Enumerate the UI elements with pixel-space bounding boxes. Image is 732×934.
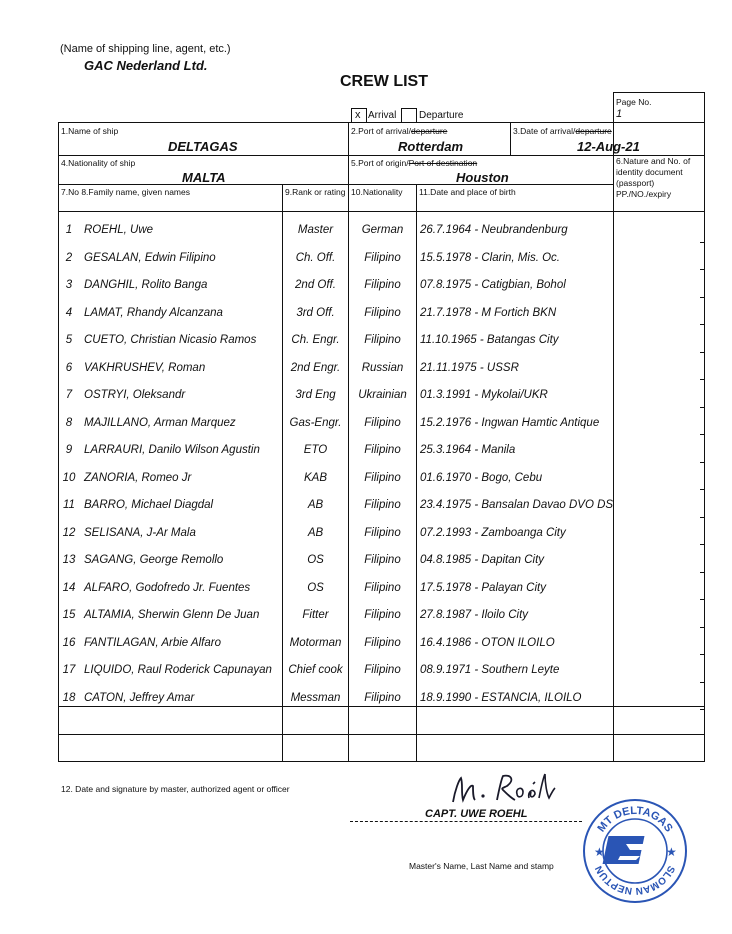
table-row xyxy=(0,383,732,411)
date-value: 12-Aug-21 xyxy=(577,139,640,154)
crew-rank: Fitter xyxy=(302,609,329,621)
origin-value: Houston xyxy=(456,170,509,185)
crew-name: VAKHRUSHEV, Roman xyxy=(84,361,206,374)
crew-name: CUETO, Christian Nicasio Ramos xyxy=(84,334,257,346)
crew-name: CATON, Jeffrey Amar xyxy=(84,691,195,704)
origin-label: 5.Port of origin/Port of destination xyxy=(351,158,478,168)
table-row xyxy=(0,548,732,576)
captain-name: CAPT. UWE ROEHL xyxy=(425,808,528,820)
crew-name: MAJILLANO, Arman Marquez xyxy=(84,416,236,429)
document-title: CREW LIST xyxy=(340,73,428,90)
company-name: GAC Nederland Ltd. xyxy=(84,58,208,73)
crew-nationality: Filipino xyxy=(364,581,401,594)
col-no-name: 7.No 8.Family name, given names xyxy=(61,187,190,197)
col-rank: 9.Rank or rating xyxy=(285,187,346,197)
table-row xyxy=(0,466,732,494)
crew-rank: 3rd Eng xyxy=(295,389,336,401)
row-number: 7 xyxy=(65,389,73,401)
crew-rank: Ch. Engr. xyxy=(291,334,340,346)
nationality-value: MALTA xyxy=(182,170,226,185)
crew-rank: Chief cook xyxy=(288,664,343,676)
crew-birth: 23.4.1975 - Bansalan Davao DVO DS xyxy=(420,499,614,511)
crew-name: ROEHL, Uwe xyxy=(84,224,154,236)
crew-nationality: Filipino xyxy=(364,416,401,429)
crew-birth: 16.4.1986 - OTON ILOILO xyxy=(420,636,555,649)
crew-birth: 21.11.1975 - USSR xyxy=(420,361,519,374)
row-number: 4 xyxy=(65,306,73,319)
crew-rank: AB xyxy=(307,499,324,511)
crew-rank: Master xyxy=(297,224,334,236)
table-row xyxy=(0,631,732,659)
crew-name: LARRAURI, Danilo Wilson Agustin xyxy=(84,444,260,456)
ship-name-label: 1.Name of ship xyxy=(61,126,119,136)
crew-nationality: Filipino xyxy=(364,279,401,291)
crew-birth: 17.5.1978 - Palayan City xyxy=(420,581,546,594)
row-number: 14 xyxy=(62,581,76,594)
row-number: 11 xyxy=(63,499,75,511)
table-row xyxy=(0,301,732,329)
signature-image xyxy=(445,770,565,810)
row-number: 17 xyxy=(62,664,76,676)
table-row xyxy=(0,218,732,246)
crew-nationality: Russian xyxy=(361,361,404,374)
crew-nationality: Filipino xyxy=(364,471,401,484)
crew-name: OSTRYI, Oleksandr xyxy=(84,389,186,401)
table-row xyxy=(0,603,732,631)
masters-name-label: Master's Name, Last Name and stamp xyxy=(409,861,554,871)
arrival-label: Arrival xyxy=(368,110,397,121)
row-number: 12 xyxy=(62,526,76,539)
col-nationality: 10.Nationality xyxy=(351,187,403,197)
row-number: 10 xyxy=(62,471,76,484)
row-number: 16 xyxy=(62,636,76,649)
crew-birth: 11.10.1965 - Batangas City xyxy=(420,334,559,346)
table-row xyxy=(0,356,732,384)
table-row xyxy=(0,493,732,521)
crew-rank: Gas-Engr. xyxy=(289,416,342,429)
crew-name: BARRO, Michael Diagdal xyxy=(84,499,214,511)
row-number: 6 xyxy=(65,361,73,374)
crew-birth: 27.8.1987 - Iloilo City xyxy=(420,609,529,621)
row-number: 2 xyxy=(65,251,73,264)
crew-name: ALTAMIA, Sherwin Glenn De Juan xyxy=(84,609,260,621)
stamp-logo-icon xyxy=(603,836,650,864)
crew-name: FANTILAGAN, Arbie Alfaro xyxy=(84,636,221,649)
table-row xyxy=(0,686,732,714)
crew-nationality: Filipino xyxy=(364,554,401,566)
row-number: 9 xyxy=(65,444,73,456)
crew-nationality: Filipino xyxy=(364,691,401,704)
crew-birth: 08.9.1971 - Southern Leyte xyxy=(420,664,560,676)
table-row xyxy=(0,328,732,356)
row-number: 8 xyxy=(65,416,73,429)
crew-rank: OS xyxy=(307,581,324,594)
crew-birth: 15.2.1976 - Ingwan Hamtic Antique xyxy=(420,416,600,429)
crew-birth: 01.3.1991 - Mykolai/UKR xyxy=(420,389,548,401)
row-number: 15 xyxy=(62,609,76,621)
crew-nationality: Filipino xyxy=(364,499,401,511)
crew-name: GESALAN, Edwin Filipino xyxy=(84,251,216,264)
crew-name: LAMAT, Rhandy Alcanzana xyxy=(84,306,223,319)
crew-rank: 3rd Off. xyxy=(296,306,335,319)
table-row xyxy=(0,576,732,604)
date-label: 3.Date of arrival/departure xyxy=(513,126,612,136)
row-number: 1 xyxy=(65,224,73,236)
crew-rank: OS xyxy=(307,554,324,566)
crew-rank: Messman xyxy=(290,691,341,704)
crew-nationality: Filipino xyxy=(364,526,401,539)
row-number: 3 xyxy=(65,279,73,291)
crew-name: ALFARO, Godofredo Jr. Fuentes xyxy=(84,581,251,594)
arrival-checkbox[interactable] xyxy=(351,108,367,123)
crew-rank: ETO xyxy=(303,444,328,456)
crew-birth: 26.7.1964 - Neubrandenburg xyxy=(420,224,568,236)
crew-nationality: Filipino xyxy=(364,306,401,319)
crew-rank: AB xyxy=(307,526,324,539)
crew-birth: 07.8.1975 - Catigbian, Bohol xyxy=(420,279,566,291)
crew-name: SAGANG, George Remollo xyxy=(84,554,224,566)
crew-birth: 21.7.1978 - M Fortich BKN xyxy=(420,306,557,319)
svg-text:★: ★ xyxy=(666,845,677,859)
departure-checkbox[interactable] xyxy=(401,108,417,123)
crew-name: DANGHIL, Rolito Banga xyxy=(84,279,208,291)
crew-birth: 25.3.1964 - Manila xyxy=(420,444,516,456)
svg-text:SLOMAN NEPTUN xyxy=(594,864,677,896)
stamp-top-text: MT DELTAGAS xyxy=(595,804,675,835)
signature-label: 12. Date and signature by master, authorized agent or officer xyxy=(61,784,290,794)
crew-rank: Motorman xyxy=(289,636,342,649)
table-row xyxy=(0,521,732,549)
crew-nationality: Filipino xyxy=(364,609,401,621)
crew-rank: KAB xyxy=(303,471,327,484)
row-number: 13 xyxy=(62,554,76,566)
shipping-line-note: (Name of shipping line, agent, etc.) xyxy=(60,43,231,55)
crew-nationality: Filipino xyxy=(364,444,401,456)
table-row xyxy=(0,658,732,686)
crew-rank: 2nd Engr. xyxy=(290,361,341,374)
page-no-value: 1 xyxy=(616,108,623,120)
crew-birth: 07.2.1993 - Zamboanga City xyxy=(420,526,566,539)
nationality-label: 4.Nationality of ship xyxy=(61,158,136,168)
crew-name: SELISANA, J-Ar Mala xyxy=(84,526,196,539)
svg-text:★: ★ xyxy=(594,845,605,859)
ship-name-value: DELTAGAS xyxy=(168,139,238,154)
port-label: 2.Port of arrival/departure xyxy=(351,126,448,136)
table-row xyxy=(0,246,732,274)
port-value: Rotterdam xyxy=(398,139,464,154)
crew-rank: 2nd Off. xyxy=(295,279,336,291)
arrival-check-mark: x xyxy=(355,109,361,121)
identity-doc-label: 6.Nature and No. of identity document (passport) PP./NO./expiry xyxy=(616,156,691,199)
row-number: 18 xyxy=(62,691,76,704)
crew-birth: 04.8.1985 - Dapitan City xyxy=(420,554,545,566)
crew-birth: 01.6.1970 - Bogo, Cebu xyxy=(420,471,543,484)
table-row xyxy=(0,273,732,301)
departure-label: Departure xyxy=(419,110,464,121)
crew-nationality: Filipino xyxy=(364,664,401,676)
crew-nationality: German xyxy=(361,224,404,236)
crew-nationality: Filipino xyxy=(364,636,401,649)
col-birth: 11.Date and place of birth xyxy=(419,187,516,197)
crew-birth: 18.9.1990 - ESTANCIA, ILOILO xyxy=(420,691,582,704)
row-number: 5 xyxy=(65,334,73,346)
crew-name: ZANORIA, Romeo Jr xyxy=(84,471,192,484)
crew-nationality: Filipino xyxy=(364,251,401,264)
crew-nationality: Filipino xyxy=(364,334,401,346)
crew-nationality: Ukrainian xyxy=(358,389,407,401)
crew-rank: Ch. Off. xyxy=(295,251,336,264)
stamp-bottom-text: SLOMAN NEPTUN xyxy=(593,863,677,897)
crew-birth: 15.5.1978 - Clarin, Mis. Oc. xyxy=(420,251,560,264)
ship-stamp xyxy=(580,796,690,906)
crew-name: LIQUIDO, Raul Roderick Capunayan xyxy=(84,664,272,676)
page-no-label: Page No. xyxy=(616,97,652,107)
table-row xyxy=(0,438,732,466)
table-row xyxy=(0,411,732,439)
